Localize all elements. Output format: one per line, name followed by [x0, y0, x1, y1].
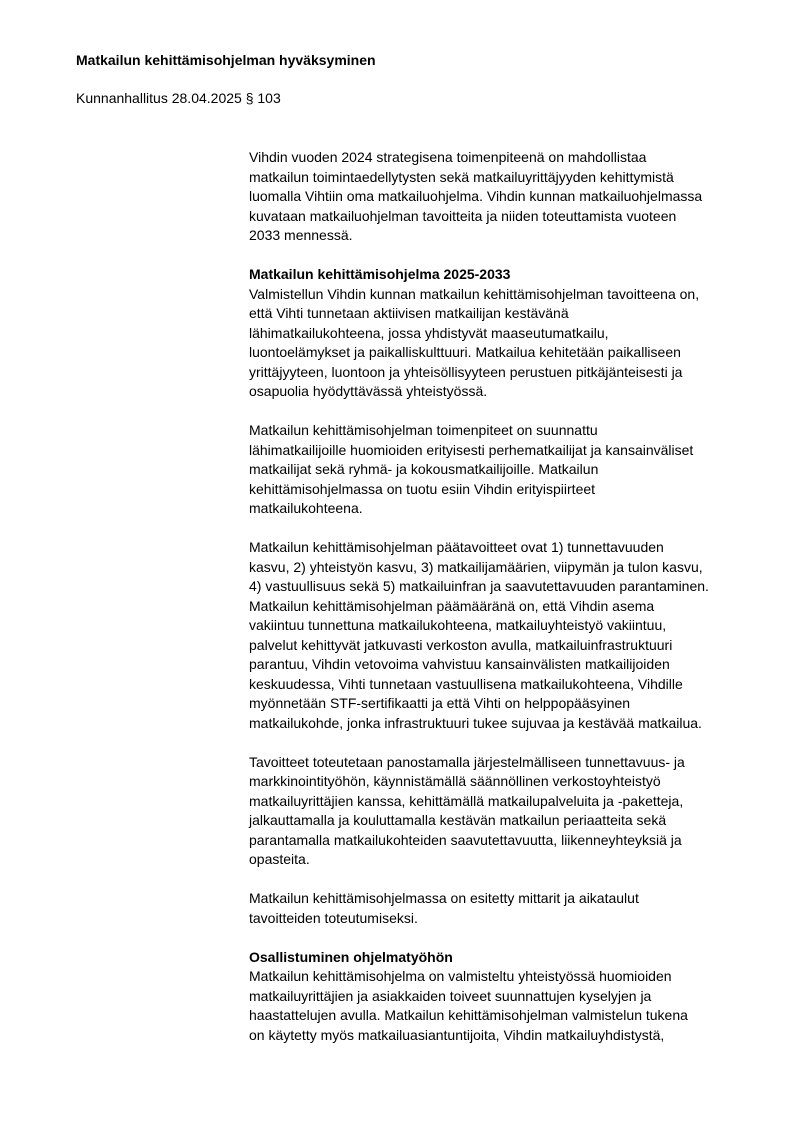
text-line: osapuolia hyödyttävässä yhteistyössä.	[249, 383, 488, 399]
text-line: on käytetty myös matkailuasiantuntijoita, Vihdin matkailuyhdistystä,	[249, 1026, 665, 1043]
text-line: luontoelämykset ja paikalliskulttuuri. Matkailua kehitetään paikalliseen	[249, 344, 681, 360]
text-line: 4) vastuullisuus sekä 5) matkailuinfran ja saavutettavuuden parantaminen.	[249, 578, 709, 594]
section-heading-participation: Osallistuminen ohjelmatyöhön	[249, 948, 453, 965]
text-line: Matkailun kehittämisohjelman toimenpiteet on suunnattu	[249, 422, 598, 438]
text-line: Matkailun kehittämisohjelman päätavoitteet ovat 1) tunnettavuuden	[249, 539, 664, 555]
text-line: opasteita.	[249, 851, 310, 867]
text-line: Valmistellun Vihdin kunnan matkailun kehittämisohjelman tavoitteena on,	[249, 285, 700, 302]
section-heading-program: Matkailun kehittämisohjelma 2025-2033	[249, 266, 511, 282]
paragraph-target-groups	[249, 421, 749, 519]
paragraph-implementation	[249, 753, 749, 870]
text-line: 2033 mennessä.	[249, 227, 353, 243]
paragraph-intro	[249, 148, 749, 246]
text-line: yrittäjyyteen, luontoon ja yhteisöllisyyteen perustuen pitkäjänteisesti ja	[249, 363, 683, 380]
text-line: Tavoitteet toteutetaan panostamalla järjestelmälliseen tunnettavuus- ja	[249, 753, 685, 770]
document-title: Matkailun kehittämisohjelman hyväksyminen	[76, 52, 376, 68]
paragraph-participation	[249, 967, 749, 1045]
text-line: että Vihti tunnetaan aktiivisen matkailijan kestävänä	[249, 305, 569, 321]
text-line: palvelut kehittyvät jatkuvasti verkoston avulla, matkailuinfrastruktuuri	[249, 636, 673, 653]
text-line: matkailuyrittäjien kanssa, kehittämällä matkailupalveluita ja -paketteja,	[249, 792, 684, 809]
text-line: parantuu, Vihdin vetovoima vahvistuu kansainvälisten matkailijoiden	[249, 656, 670, 672]
paragraph-metrics	[249, 889, 749, 928]
text-line: jalkauttamalla ja kouluttamalla kestävän matkailun periaatteita sekä	[249, 812, 667, 828]
text-line: keskuudessa, Vihti tunnetaan vastuullisena matkailukohteena, Vihdille	[249, 675, 683, 692]
text-line: markkinointityöhön, käynnistämällä säännöllinen verkostoyhteistyö	[249, 773, 661, 789]
text-line: matkailukohde, jonka infrastruktuuri tukee sujuvaa ja kestävää matkailua.	[249, 714, 702, 731]
text-line: Vihdin vuoden 2024 strategisena toimenpiteenä on mahdollistaa	[249, 149, 647, 165]
document-body	[249, 148, 749, 1065]
text-line: matkailuyrittäjien ja asiakkaiden toiveet suunnattujen kyselyjen ja	[249, 987, 652, 1004]
text-line: kuvataan matkailuohjelman tavoitteita ja niiden toteuttamista vuoteen	[249, 207, 677, 224]
text-line: matkailun toimintaedellytysten sekä matkailuyrittäjyyden kehittymistä	[249, 168, 674, 185]
paragraph-goal	[249, 285, 749, 402]
text-line: haastattelujen avulla. Matkailun kehittämisohjelman valmistelun tukena	[249, 1007, 688, 1023]
text-line: kehittämisohjelmassa on tuotu esiin Vihdin erityispiirteet	[249, 480, 596, 497]
text-line: Matkailun kehittämisohjelman päämääränä on, että Vihdin asema	[249, 597, 655, 614]
text-line: tavoitteiden toteutumiseksi.	[249, 909, 418, 926]
paragraph-main-objectives	[249, 538, 749, 733]
text-line: kasvu, 2) yhteistyön kasvu, 3) matkailijamäärien, viipymän ja tulon kasvu,	[249, 558, 703, 575]
text-line: lähimatkailukohteena, jossa yhdistyvät maaseutumatkailu,	[249, 324, 609, 341]
text-line: matkailijat sekä ryhmä- ja kokousmatkailijoille. Matkailun	[249, 461, 599, 477]
text-line: Matkailun kehittämisohjelmassa on esitetty mittarit ja aikataulut	[249, 890, 639, 906]
text-line: lähimatkailijoille huomioiden erityisesti perhematkailijat ja kansainväliset	[249, 441, 694, 458]
meeting-reference: Kunnanhallitus 28.04.2025 § 103	[76, 90, 281, 106]
text-line: matkailukohteena.	[249, 500, 363, 516]
text-line: parantamalla matkailukohteiden saavutettavuutta, liikenneyhteyksiä ja	[249, 831, 682, 848]
text-line: Matkailun kehittämisohjelma on valmisteltu yhteistyössä huomioiden	[249, 968, 672, 984]
text-line: myönnetään STF-sertifikaatti ja että Vihti on helppopääsyinen	[249, 695, 631, 711]
text-line: luomalla Vihtiin oma matkailuohjelma. Vihdin kunnan matkailuohjelmassa	[249, 188, 703, 204]
text-line: vakiintuu tunnettuna matkailukohteena, matkailuyhteistyö vakiintuu,	[249, 617, 667, 633]
